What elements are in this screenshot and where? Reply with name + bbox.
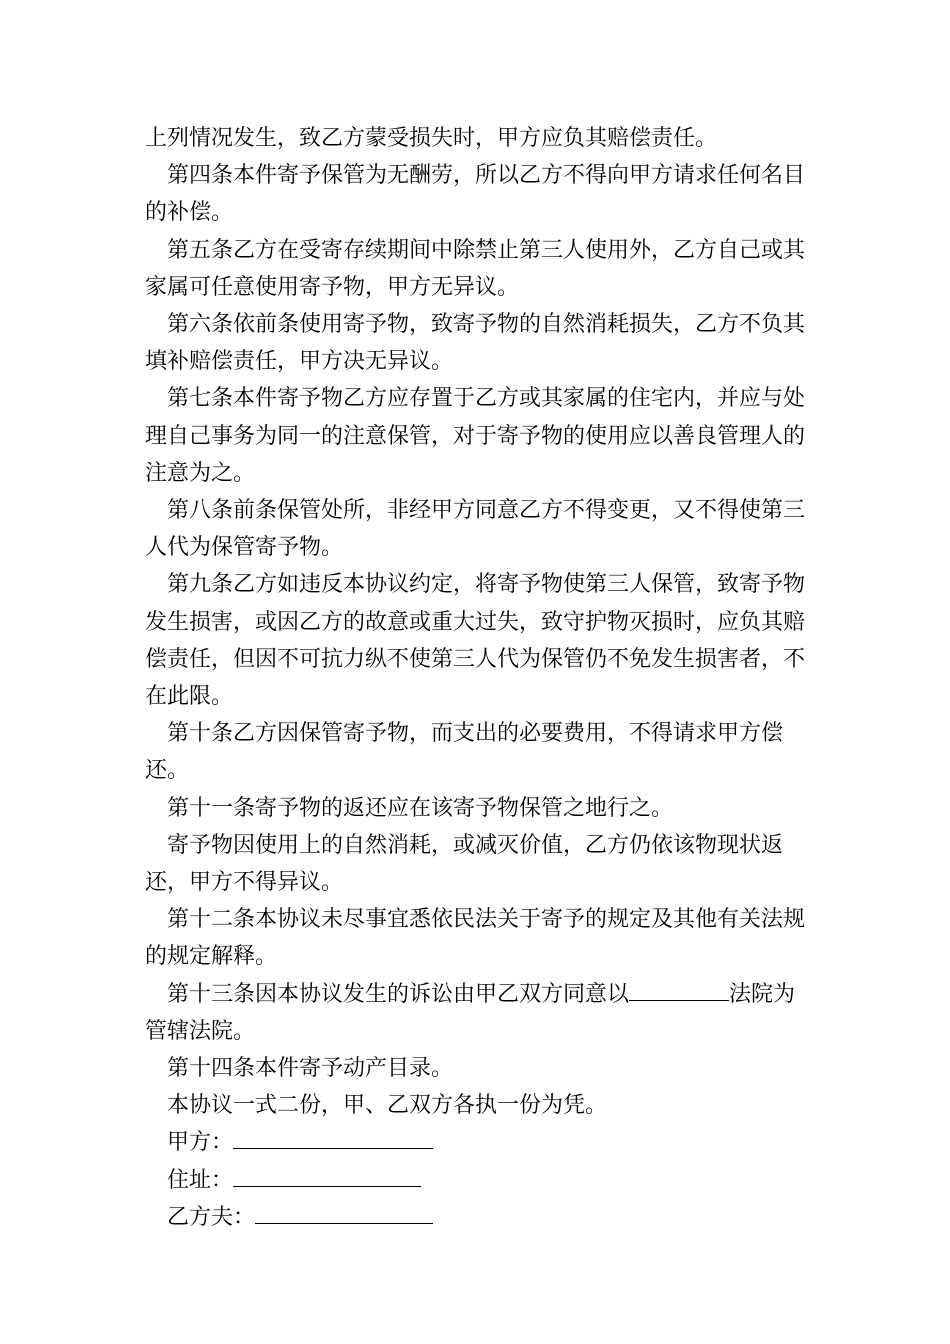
paragraph-copies: 本协议一式二份，甲、乙双方各执一份为凭。 — [167, 1093, 608, 1119]
paragraph-article-5: 第五条乙方在受寄存续期间中除禁止第三人使用外，乙方自己或其家属可任意使用寄予物，甲方无异议。 — [145, 237, 806, 300]
paragraph-article-13 — [145, 976, 815, 1050]
paragraph-article-4: 第四条本件寄予保管为无酬劳，所以乙方不得向甲方请求任何名目的补偿。 — [145, 163, 806, 226]
paragraph-article-7: 第七条本件寄予物乙方应存置于乙方或其家属的住宅内，并应与处理自己事务为同一的注意保管，对于寄予物的使用应以善良管理人的注意为之。 — [145, 386, 806, 486]
address-blank[interactable] — [233, 1162, 421, 1187]
paragraph-article-9: 第九条乙方如违反本协议约定，将寄予物使第三人保管，致寄予物发生损害，或因乙方的故意或重大过失，致守护物灭损时，应负其赔偿责任，但因不可抗力纵不使第三人代为保管仍不免发生损害者，不在此限。 — [145, 572, 806, 710]
signature-address — [145, 1162, 815, 1199]
article-13-text-before: 第十三条因本协议发生的诉讼由甲乙双方同意以 — [167, 981, 630, 1007]
court-name-blank[interactable] — [629, 976, 729, 1001]
paragraph-article-8: 第八条前条保管处所，非经甲方同意乙方不得变更，又不得使第三人代为保管寄予物。 — [145, 498, 806, 561]
paragraph-continuation: 上列情况发生，致乙方蒙受损失时，甲方应负其赔偿责任。 — [145, 126, 718, 151]
paragraph-article-11-return: 寄予物因使用上的自然消耗，或减灭价值，乙方仍依该物现状返还，甲方不得异议。 — [145, 832, 784, 896]
paragraph-article-10: 第十条乙方因保管寄予物，而支出的必要费用，不得请求甲方偿还。 — [145, 721, 784, 784]
document-body — [145, 120, 815, 1236]
party-a-label: 甲方： — [167, 1130, 234, 1156]
paragraph-article-6: 第六条依前条使用寄予物，致寄予物的自然消耗损失，乙方不负其填补赔偿责任，甲方决无异议。 — [145, 312, 806, 375]
paragraph-article-12: 第十二条本协议未尽事宜悉依民法关于寄予的规定及其他有关法规的规定解释。 — [145, 907, 806, 970]
party-b-blank[interactable] — [255, 1199, 433, 1224]
party-a-blank[interactable] — [233, 1124, 433, 1149]
paragraph-article-11: 第十一条寄予物的返还应在该寄予物保管之地行之。 — [167, 795, 674, 821]
signature-party-b — [145, 1199, 815, 1236]
party-b-label: 乙方夫： — [167, 1204, 256, 1230]
signature-party-a — [145, 1124, 815, 1161]
article-13-text-after: 法院为管辖法院。 — [145, 981, 796, 1044]
paragraph-article-14: 第十四条本件寄予动产目录。 — [167, 1056, 454, 1082]
address-label: 住址： — [167, 1167, 234, 1193]
